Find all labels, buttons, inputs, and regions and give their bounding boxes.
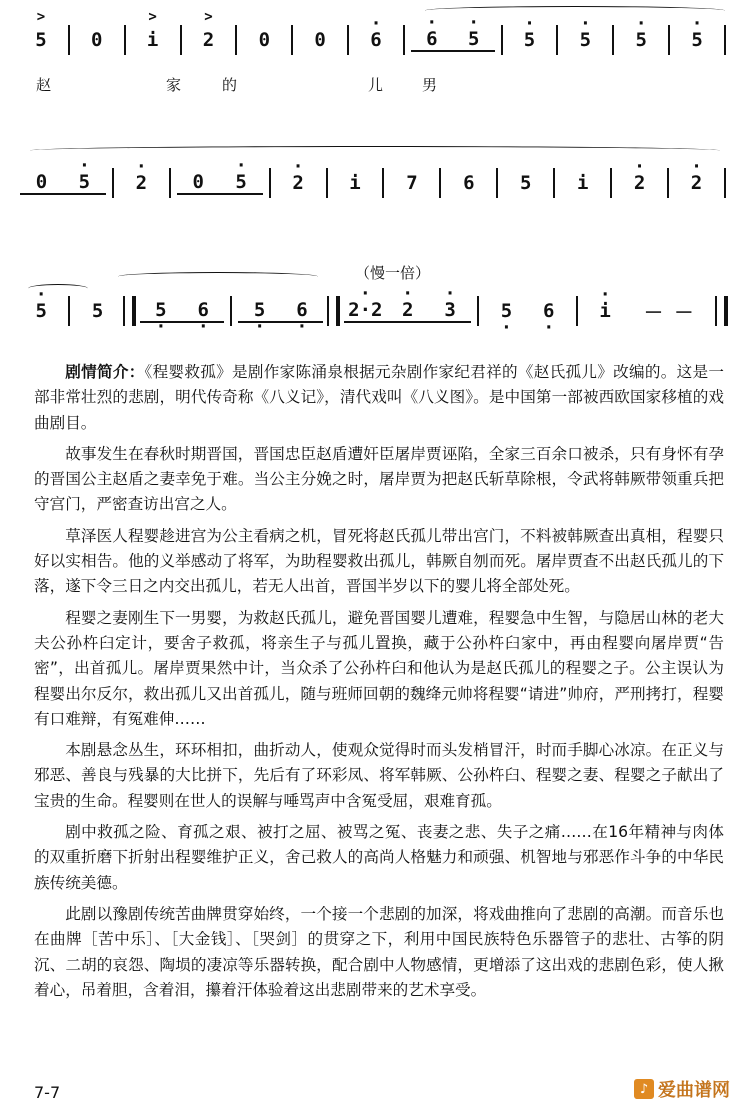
note: · 5 <box>564 29 606 51</box>
note: 0 <box>20 171 63 195</box>
note: 0 <box>258 29 271 51</box>
tempo-marking: （慢一倍） <box>355 264 431 282</box>
site-logo[interactable] <box>634 1076 730 1102</box>
note: · 5 <box>620 29 662 51</box>
note: · 3 <box>429 299 471 323</box>
barline <box>68 296 70 326</box>
barline <box>556 25 558 55</box>
barline <box>724 25 726 55</box>
page-number: 7-7 <box>34 1083 61 1102</box>
note: 5 · <box>485 300 527 322</box>
score-row-2 <box>20 168 732 198</box>
synopsis-paragraph: 本剧悬念丛生，环环相扣，曲折动人，使观众觉得时而头发梢冒汗，时而手脚心冰凉。在正义与邪恶、善良与残暴的大比拼下，先后有了环彩凤、将军韩厥、公孙杵臼、程婴之妻、程婴之子献出了宝贵的生命。程婴则在世人的误解与唾骂声中含冤受屈，艰难育孤。 <box>34 741 724 810</box>
note: > i <box>132 29 174 51</box>
barline <box>347 25 349 55</box>
note: · 5 <box>676 29 718 51</box>
score-row-1 <box>20 25 732 55</box>
note: > 5 <box>20 29 62 51</box>
barline <box>477 296 479 326</box>
note: 6 · <box>528 300 570 322</box>
note: 0 <box>314 29 326 51</box>
barline <box>124 25 126 55</box>
note: · 2 <box>277 172 320 194</box>
note: i <box>576 172 589 194</box>
barline <box>169 168 171 198</box>
barline <box>68 25 70 55</box>
note: 6 <box>463 172 475 194</box>
repeat-start <box>123 296 136 326</box>
note: · 6 <box>411 28 453 52</box>
barline <box>382 168 384 198</box>
barline <box>439 168 441 198</box>
note: 5 · <box>140 299 182 323</box>
tie-slur <box>425 6 725 15</box>
barline <box>235 25 237 55</box>
lyric: 儿 <box>368 76 384 94</box>
lyric: 的 <box>222 76 238 94</box>
barline <box>501 25 503 55</box>
note: 7 <box>406 172 418 194</box>
barline <box>326 168 328 198</box>
music-note-icon: ♪ <box>634 1079 654 1099</box>
note: 5 <box>520 172 532 194</box>
barline <box>610 168 612 198</box>
note: 6 · <box>281 299 323 323</box>
note: · i <box>584 300 626 322</box>
note: > 2 <box>188 29 230 51</box>
note: － － <box>643 301 694 324</box>
note: i <box>349 172 361 194</box>
tie-slur <box>30 146 720 155</box>
repeat-end <box>327 296 340 326</box>
barline <box>612 25 614 55</box>
note: · 2 <box>618 172 661 194</box>
barline <box>553 168 555 198</box>
synopsis <box>34 360 724 1003</box>
synopsis-paragraph: 草泽医人程婴趁进宫为公主看病之机，冒死将赵氏孤儿带出宫门，不料被韩厥查出真相，程婴只好以实相告。他的义举感动了将军，为助程婴救出孤儿，韩厥自刎而死。屠岸贾查不出赵氏孤儿的下落，遂下令三日之内交出孤儿，若无人出首，晋国半岁以下的婴儿将全部处死。 <box>34 526 724 596</box>
note: · 6 <box>355 29 397 51</box>
synopsis-paragraph <box>34 360 724 436</box>
barline <box>112 168 114 198</box>
lyric: 家 <box>166 76 182 94</box>
barline <box>269 168 271 198</box>
note: · 5 <box>509 29 551 51</box>
synopsis-paragraph: 剧中救孤之险、育孤之艰、被打之屈、被骂之冤、丧妻之悲、失子之痛……在16年精神与肉体的双重折磨下折射出程婴维护正义，舍己救人的高尚人格魅力和顽强、机智地与邪恶作斗争的中华民族传统美德。 <box>34 823 724 892</box>
note: · 2 <box>120 172 163 194</box>
note: 5 · <box>238 299 280 323</box>
barline <box>724 168 726 198</box>
note: 0 <box>91 29 103 51</box>
score-row-3 <box>20 296 732 326</box>
synopsis-text: 《程婴救孤》是剧作家陈涌泉根据元杂剧作家纪君祥的《赵氏孤儿》改编的。这是一部非常壮烈的悲剧，明代传奇称《八义记》，清代戏叫《八义图》。是中国第一部被西欧国家移植的戏曲剧目。 <box>34 363 724 432</box>
note: · 5 <box>220 171 263 195</box>
note: · 2 <box>675 172 718 194</box>
note: · 2·2 <box>344 299 386 323</box>
synopsis-lead: 剧情简介： <box>65 363 145 381</box>
note: 5 <box>91 300 104 322</box>
barline <box>291 25 293 55</box>
barline <box>496 168 498 198</box>
lyrics-row <box>22 74 730 96</box>
note: 0 <box>177 171 220 195</box>
barline <box>403 25 405 55</box>
note: · 5 <box>63 171 106 195</box>
note: · 2 <box>387 299 429 323</box>
barline <box>230 296 232 326</box>
lyric: 赵 <box>36 76 52 94</box>
site-name: 爱曲谱网 <box>658 1080 730 1101</box>
barline <box>576 296 578 326</box>
barline <box>667 168 669 198</box>
synopsis-paragraph: 故事发生在春秋时期晋国，晋国忠臣赵盾遭奸臣屠岸贾诬陷，全家三百余口被杀，只有身怀有孕的晋国公主赵盾之妻幸免于难。当公主分娩之时，屠岸贾为把赵氏斩草除根，令武将韩厥带领重兵把守宫门，严密查访出宫之人。 <box>34 444 724 514</box>
tie-slur <box>118 272 318 281</box>
barline <box>180 25 182 55</box>
final-barline <box>715 296 728 326</box>
note: · 5 <box>453 28 495 52</box>
note: · 5 <box>20 300 62 322</box>
note: 6 · <box>182 299 224 323</box>
barline <box>668 25 670 55</box>
synopsis-paragraph: 此剧以豫剧传统苦曲牌贯穿始终，一个接一个悲剧的加深，将戏曲推向了悲剧的高潮。而音乐也在曲牌［苦中乐］、［大金钱］、［哭剑］的贯穿之下，利用中国民族特色乐器管子的悲壮、古筝的阴沉、二胡的哀怨、陶埙的凄凉等乐器转换，配合剧中人物感情，更增添了这出戏的悲剧色彩，使人揪着心，吊着胆，含着泪，攥着汗体验着这出悲剧带来的艺术享受。 <box>34 904 724 999</box>
lyric: 男 <box>422 76 438 94</box>
synopsis-paragraph: 程婴之妻刚生下一男婴，为救赵氏孤儿，避免晋国婴儿遭难，程婴急中生智，与隐居山林的老大夫公孙杵臼定计，要舍子救孤，将亲生子与孤儿置换，藏于公孙杵臼家中，再由程婴向屠岸贾“告密”，出首孤儿。屠岸贾果然中计，当众杀了公孙杵臼和他认为是赵氏孤儿的程婴之子。公主误认为程婴出尔反尔，救出孤儿又出首孤儿，随与班师回朝的魏绛元帅将程婴“请进”帅府，严刑拷打，程婴有口难辩，有冤难伸…… <box>34 608 724 728</box>
